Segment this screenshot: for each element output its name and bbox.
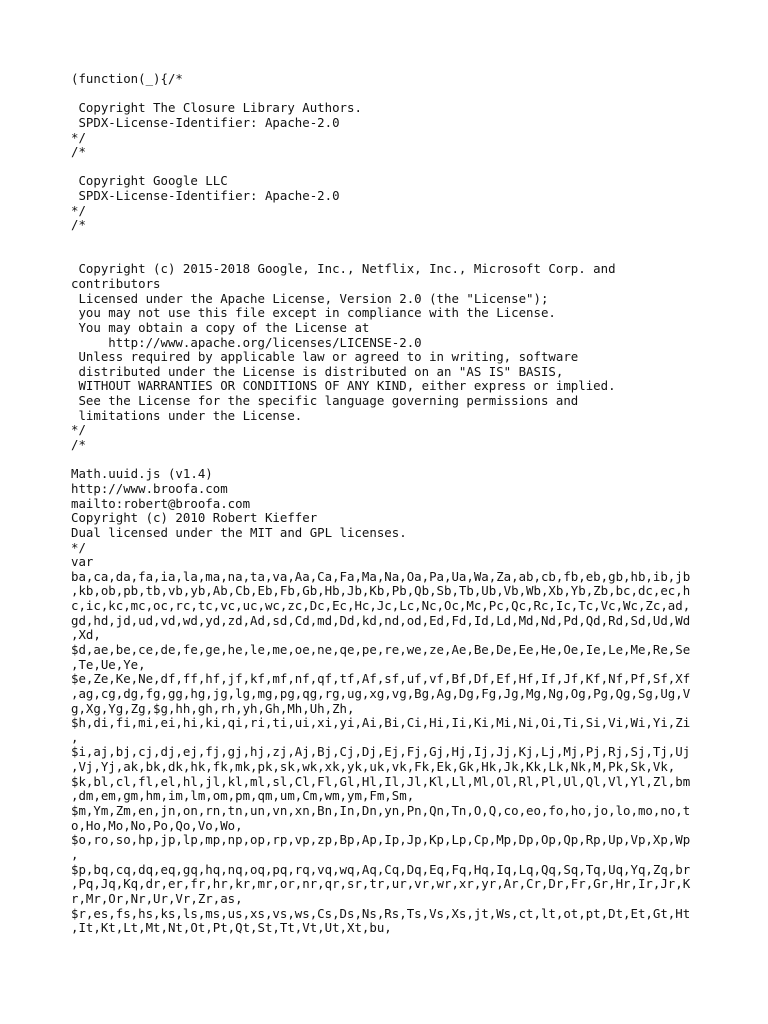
code-line: mailto:robert@broofa.com — [71, 495, 251, 511]
code-line: $o,ro,so,hp,jp,lp,mp,np,op,rp,vp,zp,Bp,Ap,Ip,Jp,Kp,Lp,Cp,Mp,Dp,Op,Qp,Rp,Up,Vp,Xp,Wp — [71, 832, 691, 848]
code-line: , — [71, 729, 79, 745]
code-line: /* — [71, 217, 86, 233]
code-line: g,Xg,Yg,Zg,$g,hh,gh,rh,yh,Gh,Mh,Uh,Zh, — [71, 700, 355, 716]
code-line: ,Vj,Yj,ak,bk,dk,hk,fk,mk,pk,sk,wk,xk,yk,uk,vk,Fk,Ek,Gk,Hk,Jk,Kk,Lk,Nk,M,Pk,Sk,Vk, — [71, 759, 676, 775]
code-line: you may not use this file except in compliance with the License. — [71, 305, 556, 321]
code-line: http://www.broofa.com — [71, 480, 228, 496]
code-line: contributors — [71, 275, 161, 291]
code-line: $p,bq,cq,dq,eq,gq,hq,nq,oq,pq,rq,vq,wq,Aq,Cq,Dq,Eq,Fq,Hq,Iq,Lq,Qq,Sq,Tq,Uq,Yq,Zq,br — [71, 861, 691, 877]
code-line: $d,ae,be,ce,de,fe,ge,he,le,me,oe,ne,qe,pe,re,we,ze,Ae,Be,De,Ee,He,Oe,Ie,Le,Me,Re,Se — [71, 641, 691, 657]
code-line: SPDX-License-Identifier: Apache-2.0 — [71, 114, 340, 130]
code-line — [71, 453, 701, 468]
code-line: Copyright (c) 2010 Robert Kieffer — [71, 510, 318, 526]
code-line: $e,Ze,Ke,Ne,df,ff,hf,jf,kf,mf,nf,qf,tf,Af,sf,uf,vf,Bf,Df,Ef,Hf,If,Jf,Kf,Nf,Pf,Sf,Xf — [71, 671, 691, 687]
code-line: ,It,Kt,Lt,Mt,Nt,Ot,Pt,Qt,St,Tt,Vt,Ut,Xt,bu, — [71, 920, 392, 936]
code-line: See the License for the specific language governing permissions and — [71, 393, 579, 409]
code-line: Unless required by applicable law or agreed to in writing, software — [71, 349, 579, 365]
code-line: $i,aj,bj,cj,dj,ej,fj,gj,hj,zj,Aj,Bj,Cj,Dj,Ej,Fj,Gj,Hj,Ij,Jj,Kj,Lj,Mj,Pj,Rj,Sj,Tj,Uj — [71, 744, 691, 760]
code-line — [71, 233, 701, 248]
code-line — [71, 248, 701, 263]
code-line: ,Xd, — [71, 627, 101, 643]
code-line: WITHOUT WARRANTIES OR CONDITIONS OF ANY KIND, either express or implied. — [71, 378, 616, 394]
code-line: You may obtain a copy of the License at — [71, 319, 370, 335]
code-line: ,Pq,Jq,Kq,dr,er,fr,hr,kr,mr,or,nr,qr,sr,tr,ur,vr,wr,xr,yr,Ar,Cr,Dr,Fr,Gr,Hr,Ir,Jr,K — [71, 876, 691, 892]
code-line — [71, 87, 701, 102]
code-line: */ — [71, 539, 86, 555]
code-line: */ — [71, 422, 86, 438]
code-line: var — [71, 554, 94, 570]
code-line: Copyright The Closure Library Authors. — [71, 100, 362, 116]
code-line: gd,hd,jd,ud,vd,wd,yd,zd,Ad,sd,Cd,md,Dd,kd,nd,od,Ed,Fd,Id,Ld,Md,Nd,Pd,Qd,Rd,Sd,Ud,Wd — [71, 612, 691, 628]
code-line: ,Te,Ue,Ye, — [71, 656, 146, 672]
code-line: ,kb,ob,pb,tb,vb,yb,Ab,Cb,Eb,Fb,Gb,Hb,Jb,Kb,Pb,Qb,Sb,Tb,Ub,Vb,Wb,Xb,Yb,Zb,bc,dc,ec,h — [71, 583, 691, 599]
source-code-document — [71, 72, 701, 936]
code-line: limitations under the License. — [71, 407, 303, 423]
code-line: $k,bl,cl,fl,el,hl,jl,kl,ml,sl,Cl,Fl,Gl,Hl,Il,Jl,Kl,Ll,Ml,Ol,Rl,Pl,Ul,Ql,Vl,Yl,Zl,bm — [71, 773, 691, 789]
code-line: ,ag,cg,dg,fg,gg,hg,jg,lg,mg,pg,qg,rg,ug,xg,vg,Bg,Ag,Dg,Fg,Jg,Mg,Ng,Og,Pg,Qg,Sg,Ug,V — [71, 685, 691, 701]
code-line: SPDX-License-Identifier: Apache-2.0 — [71, 188, 340, 204]
code-line: (function(_){/* — [71, 71, 183, 86]
code-line: http://www.apache.org/licenses/LICENSE-2.0 — [71, 334, 422, 350]
code-line: Copyright Google LLC — [71, 173, 228, 189]
code-line: */ — [71, 129, 86, 145]
code-line: c,ic,kc,mc,oc,rc,tc,vc,uc,wc,zc,Dc,Ec,Hc,Jc,Lc,Nc,Oc,Mc,Pc,Qc,Rc,Ic,Tc,Vc,Wc,Zc,ad, — [71, 598, 691, 614]
code-line: $r,es,fs,hs,ks,ls,ms,us,xs,vs,ws,Cs,Ds,Ns,Rs,Ts,Vs,Xs,jt,Ws,ct,lt,ot,pt,Dt,Et,Gt,Ht — [71, 905, 691, 921]
code-line: o,Ho,Mo,No,Po,Qo,Vo,Wo, — [71, 817, 243, 833]
code-line: ,dm,em,gm,hm,im,lm,om,pm,qm,um,Cm,wm,ym,Fm,Sm, — [71, 788, 415, 804]
code-line: ba,ca,da,fa,ia,la,ma,na,ta,va,Aa,Ca,Fa,Ma,Na,Oa,Pa,Ua,Wa,Za,ab,cb,fb,eb,gb,hb,ib,jb — [71, 568, 691, 584]
code-line: distributed under the License is distributed on an "AS IS" BASIS, — [71, 363, 564, 379]
code-line: , — [71, 846, 79, 862]
code-line — [71, 160, 701, 175]
code-line: Math.uuid.js (v1.4) — [71, 466, 213, 482]
code-line: /* — [71, 144, 86, 160]
code-line: Copyright (c) 2015-2018 Google, Inc., Netflix, Inc., Microsoft Corp. and — [71, 261, 616, 277]
code-line: $h,di,fi,mi,ei,hi,ki,qi,ri,ti,ui,xi,yi,Ai,Bi,Ci,Hi,Ii,Ki,Mi,Ni,Oi,Ti,Si,Vi,Wi,Yi,Zi — [71, 715, 691, 731]
code-line: Licensed under the Apache License, Version 2.0 (the "License"); — [71, 290, 549, 306]
code-line: r,Mr,Or,Nr,Ur,Vr,Zr,as, — [71, 890, 243, 906]
code-line: $m,Ym,Zm,en,jn,on,rn,tn,un,vn,xn,Bn,In,Dn,yn,Pn,Qn,Tn,O,Q,co,eo,fo,ho,jo,lo,mo,no,t — [71, 803, 691, 819]
code-line: /* — [71, 437, 86, 453]
code-line: */ — [71, 202, 86, 218]
code-line: Dual licensed under the MIT and GPL licenses. — [71, 524, 407, 540]
